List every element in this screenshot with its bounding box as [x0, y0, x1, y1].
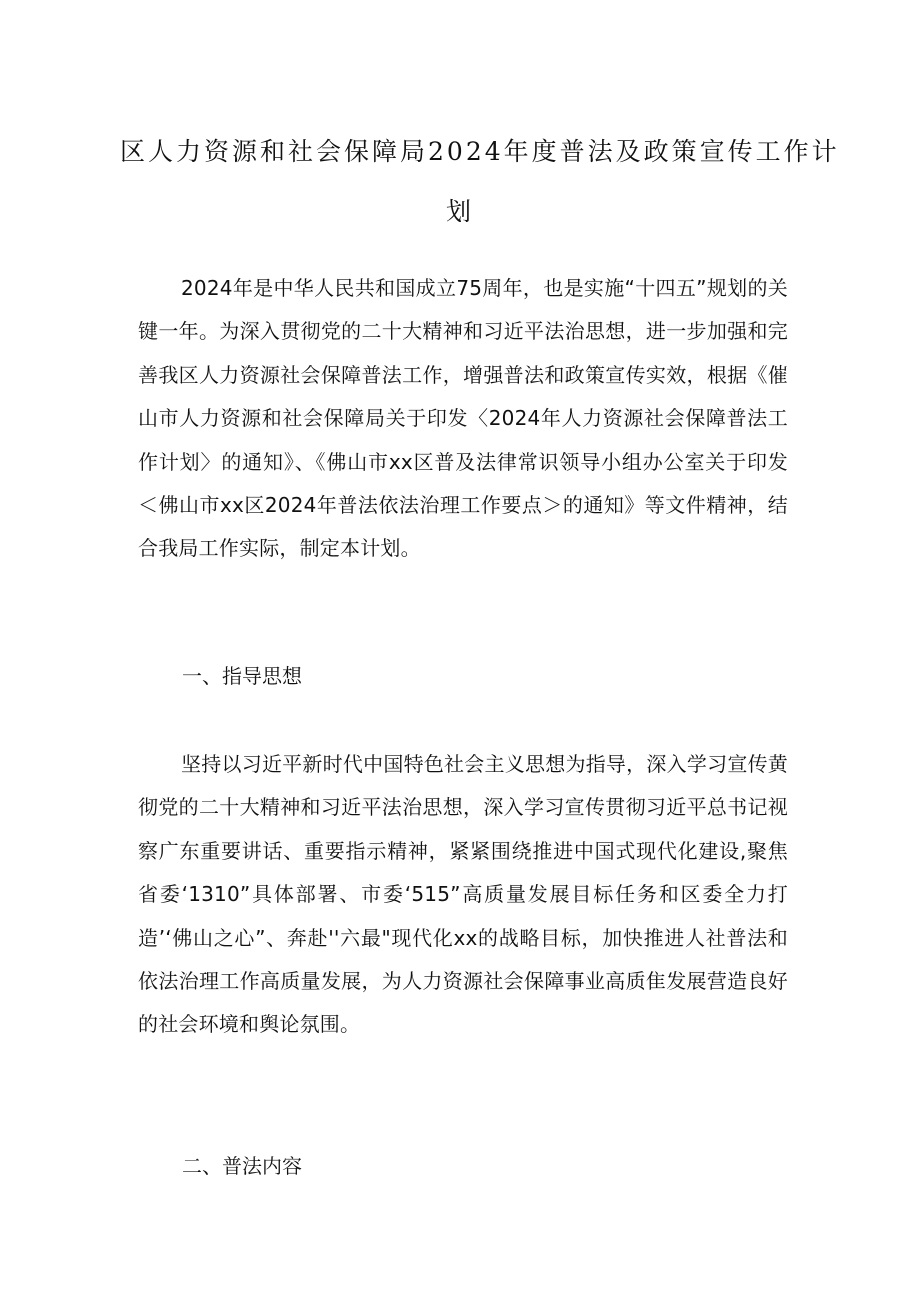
document-title-line-2: 划 [445, 197, 474, 226]
guiding-ideology-paragraph: 坚持以习近平新时代中国特色社会主义思想为指导，深入学习宣传黄彻党的二十大精神和习近平法治思想，深入学习宣传贯彻习近平总书记视察广东重要讲话、重要指示精神，紧紧围绕推进中国式现代化建设,聚焦省委‘1310”具体部署、市委‘515”高质量发展目标任务和区委全力打造’‘佛山之心”、奔赴''六最"现代化xx的战略目标，加快推进人社普法和依法治理工作高质量发展，为人力资源社会保障事业高质隹发展营造良好的社会环境和舆论氛围。 [138, 752, 788, 1037]
section-heading-guiding-ideology: 一、指导思想 [182, 664, 302, 688]
intro-paragraph: 2024年是中华人民共和国成立75周年，也是实施“十四五”规划的关键一年。为深入贯彻党的二十大精神和习近平法治思想，进一步加强和完善我区人力资源社会保障普法工作，增强普法和政策宣传实效，根据《催山市人力资源和社会保障局关于印发〈2024年人力资源社会保障普法工作计划〉的通知》、《佛山市xx区普及法律常识领导小组办公室关于印发＜佛山市xx区2024年普法依法治理工作要点＞的通知》等文件精神，结合我局工作实际，制定本计划。 [138, 276, 788, 561]
document-title-line-1: 区人力资源和社会保障局2024年度普法及政策宣传工作计 [120, 137, 840, 166]
section-heading-legal-content: 二、普法内容 [182, 1154, 302, 1178]
